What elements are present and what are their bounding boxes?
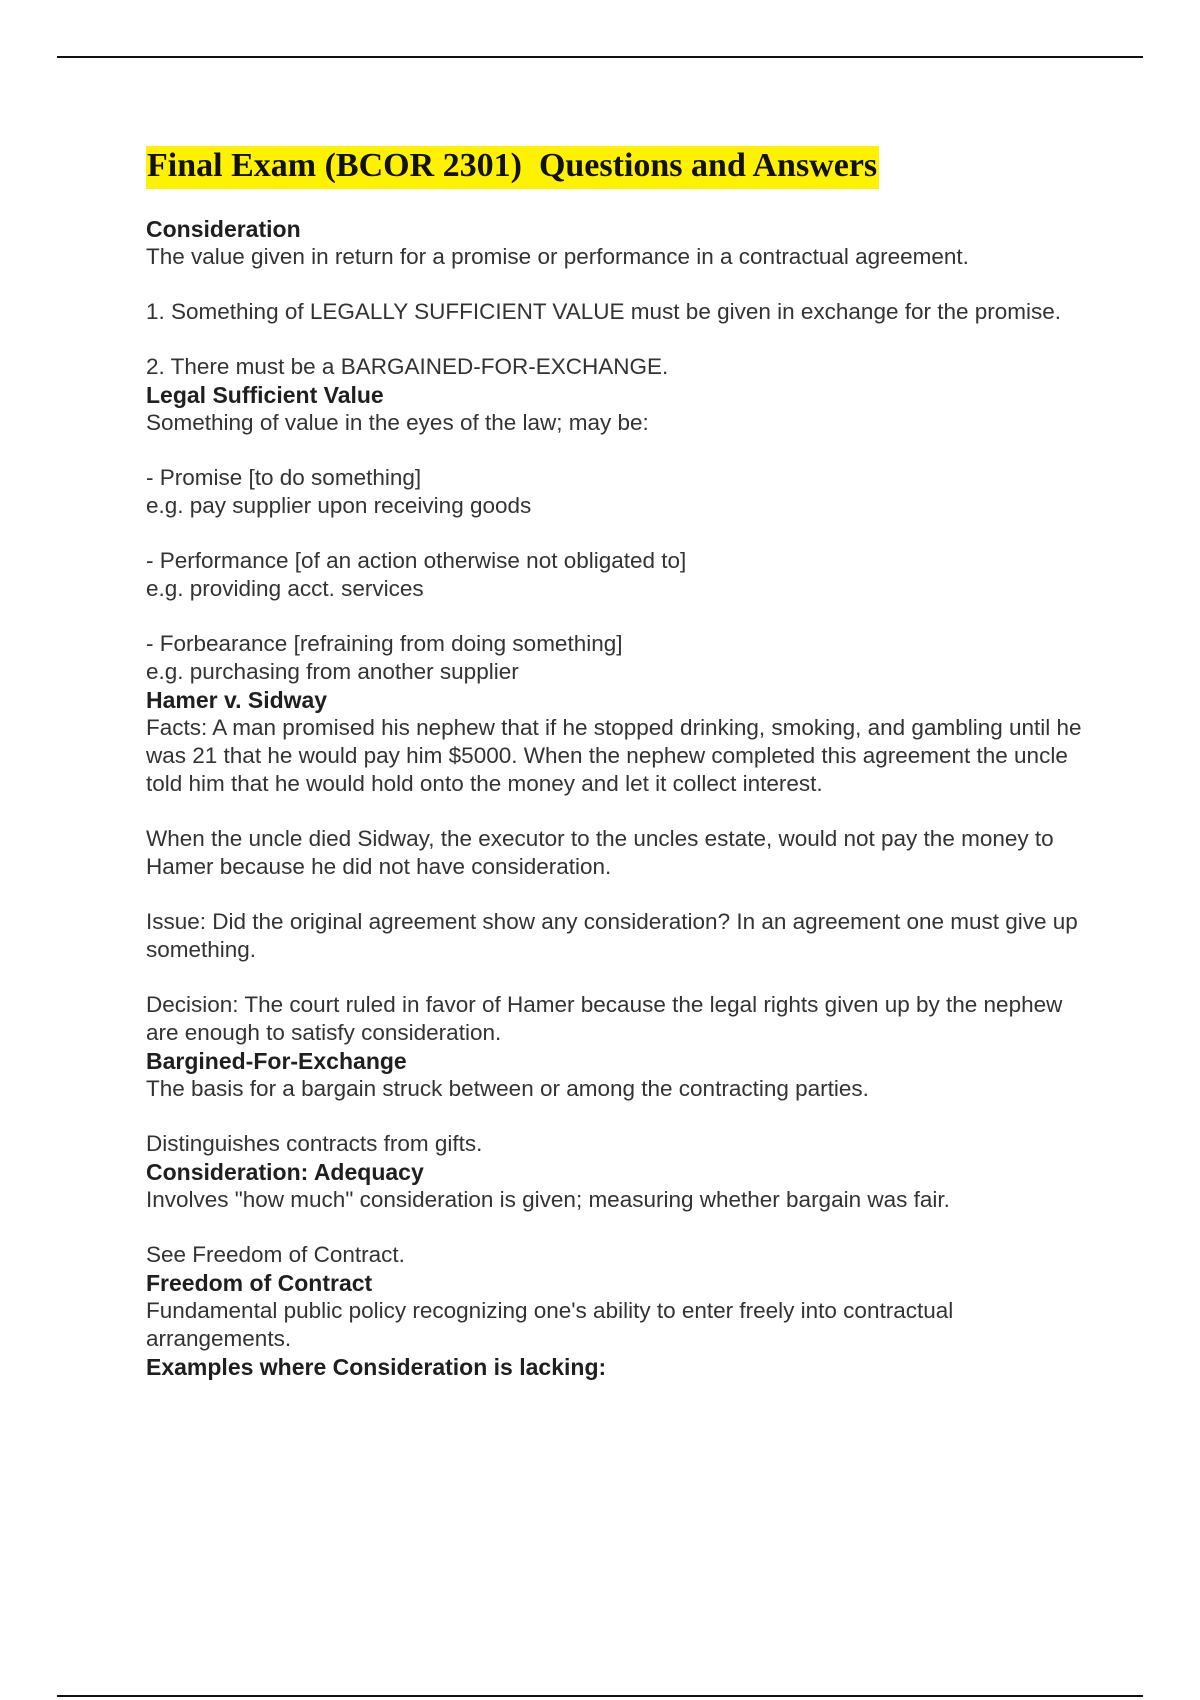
document-title: Final Exam (BCOR 2301) Questions and Answers [146,146,879,189]
qa-entry [146,215,1096,381]
qa-entry [146,1269,1096,1353]
entry-paragraph: - Forbearance [refraining from doing something] e.g. purchasing from another supplier [146,631,623,684]
entry-term: Legal Sufficient Value [146,382,384,408]
entry-paragraph: 2. There must be a BARGAINED-FOR-EXCHANGE. [146,354,669,379]
entry-term: Hamer v. Sidway [146,687,328,713]
entry-paragraph: See Freedom of Contract. [146,1242,405,1267]
entry-term: Examples where Consideration is lacking: [146,1354,607,1380]
document-body [146,146,1096,1381]
entry-paragraph: Facts: A man promised his nephew that if he stopped drinking, smoking, and gambling until he was 21 that he would pay him $5000. When the nephew completed this agreement the uncle told him that he would hold onto the money and let it collect interest. [146,715,1082,796]
qa-entry [146,1158,1096,1269]
entry-paragraph: - Promise [to do something] e.g. pay supplier upon receiving goods [146,465,532,518]
entry-paragraph: 1. Something of LEGALLY SUFFICIENT VALUE must be given in exchange for the promise. [146,299,1062,324]
entry-paragraph: Distinguishes contracts from gifts. [146,1131,483,1156]
entry-paragraph: Something of value in the eyes of the law; may be: [146,410,649,435]
entry-term: Consideration: Adequacy [146,1159,424,1185]
entry-paragraph: Involves "how much" consideration is given; measuring whether bargain was fair. [146,1187,950,1212]
qa-entry [146,381,1096,686]
header-rule [57,56,1143,58]
footer-rule [57,1695,1143,1697]
entry-paragraph: Decision: The court ruled in favor of Hamer because the legal rights given up by the nephew are enough to satisfy consideration. [146,992,1063,1045]
qa-entry [146,1047,1096,1158]
entry-term: Freedom of Contract [146,1270,373,1296]
qa-entry [146,1353,1096,1381]
entry-paragraph: When the uncle died Sidway, the executor to the uncles estate, would not pay the money to Hamer because he did not have consideration. [146,826,1054,879]
entry-paragraph: - Performance [of an action otherwise not obligated to] e.g. providing acct. services [146,548,687,601]
title-wrap [146,146,1096,189]
entry-paragraph: The basis for a bargain struck between or among the contracting parties. [146,1076,869,1101]
entry-paragraph: The value given in return for a promise or performance in a contractual agreement. [146,244,969,269]
entry-term: Consideration [146,216,301,242]
entry-term: Bargined-For-Exchange [146,1048,407,1074]
entry-paragraph: Issue: Did the original agreement show any consideration? In an agreement one must give up something. [146,909,1078,962]
entry-paragraph: Fundamental public policy recognizing one's ability to enter freely into contractual arrangements. [146,1298,954,1351]
qa-entry [146,686,1096,1047]
